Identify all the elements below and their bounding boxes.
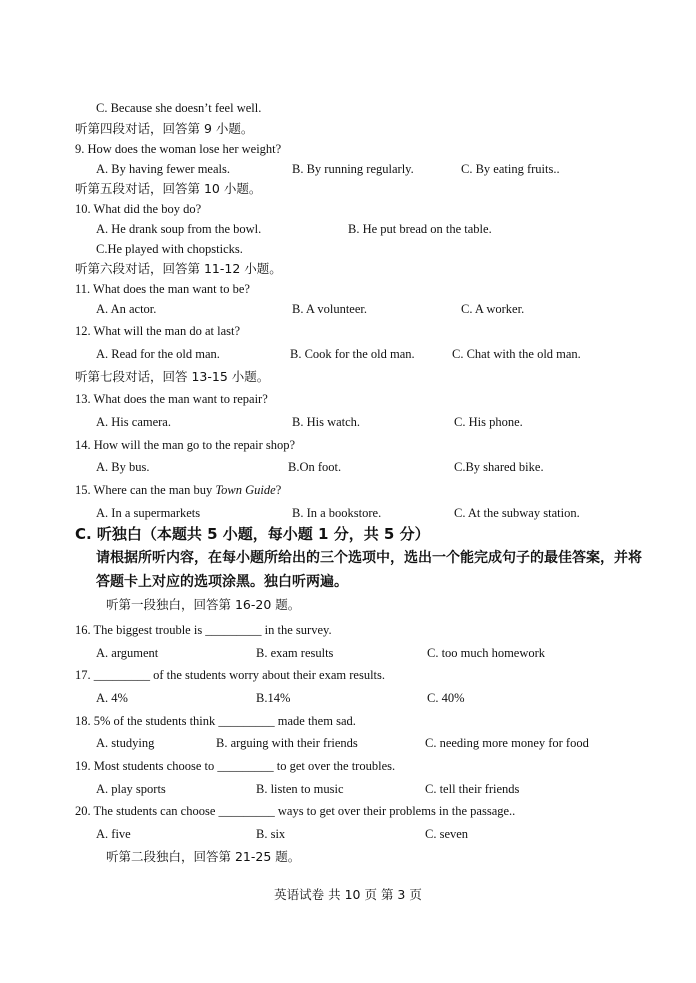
- q15-stem-text: 15. Where can the man buy: [75, 483, 216, 497]
- q15-stem: [75, 482, 281, 498]
- q14-stem: 14. How will the man go to the repair shop?: [75, 438, 296, 452]
- q9-option-c: C. By eating fruits..: [461, 162, 560, 176]
- q17-option-c: C. 40%: [427, 691, 465, 705]
- q13-stem: 13. What does the man want to repair?: [75, 392, 268, 406]
- q12-option-a: A. Read for the old man.: [96, 347, 220, 361]
- q20-option-b: B. six: [256, 827, 286, 841]
- dialogue-6-instruction: 听第六段对话，回答第 11-12 小题。: [75, 261, 282, 276]
- q16-option-b: B. exam results: [256, 646, 334, 660]
- q11-option-a: A. An actor.: [96, 302, 157, 316]
- q10-stem: 10. What did the boy do?: [75, 202, 202, 216]
- dialogue-4-instruction: 听第四段对话，回答第 9 小题。: [75, 121, 254, 136]
- section-c-instruction-line1: 请根据所听内容，在每小题所给出的三个选项中，选出一个能完成句子的最佳答案，并将: [96, 550, 642, 566]
- q10-option-a: A. He drank soup from the bowl.: [96, 222, 262, 236]
- q15-option-c: C. At the subway station.: [454, 506, 580, 520]
- q19-option-c: C. tell their friends: [425, 782, 520, 796]
- q17-option-a: A. 4%: [96, 691, 128, 705]
- q16-stem: 16. The biggest trouble is _________ in the survey.: [75, 623, 332, 637]
- q16-option-a: A. argument: [96, 646, 159, 660]
- q13-option-b: B. His watch.: [292, 415, 361, 429]
- q18-stem: 18. 5% of the students think _________ made them sad.: [75, 714, 356, 728]
- q13-option-a: A. His camera.: [96, 415, 171, 429]
- q20-stem: 20. The students can choose _________ ways to get over their problems in the passage..: [75, 804, 516, 818]
- q12-option-c: C. Chat with the old man.: [452, 347, 581, 361]
- q9-option-a: A. By having fewer meals.: [96, 162, 230, 176]
- q14-option-b: B.On foot.: [288, 460, 342, 474]
- q18-option-a: A. studying: [96, 736, 155, 750]
- q16-option-c: C. too much homework: [427, 646, 546, 660]
- section-c-title: C. 听独白（本题共 5 小题，每小题 1 分，共 5 分）: [75, 525, 430, 543]
- q15-stem-end: ?: [275, 483, 282, 497]
- q19-stem: 19. Most students choose to _________ to get over the troubles.: [75, 759, 396, 773]
- q10-option-b: B. He put bread on the table.: [348, 222, 492, 236]
- q11-option-c: C. A worker.: [461, 302, 525, 316]
- monologue-2-instruction: 听第二段独白，回答第 21-25 题。: [106, 849, 301, 864]
- q9-option-b: B. By running regularly.: [292, 162, 414, 176]
- q10-option-c: C.He played with chopsticks.: [96, 242, 243, 256]
- q15-option-b: B. In a bookstore.: [292, 506, 382, 520]
- q11-stem: 11. What does the man want to be?: [75, 282, 250, 296]
- q9-stem: 9. How does the woman lose her weight?: [75, 142, 282, 156]
- page-footer: 英语试卷 共 10 页 第 3 页: [274, 887, 422, 902]
- q20-option-a: A. five: [96, 827, 131, 841]
- dialogue-7-instruction: 听第七段对话，回答 13-15 小题。: [75, 369, 270, 384]
- q15-option-a: A. In a supermarkets: [96, 506, 201, 520]
- q12-option-b: B. Cook for the old man.: [290, 347, 415, 361]
- q12-stem: 12. What will the man do at last?: [75, 324, 241, 338]
- q18-option-c: C. needing more money for food: [425, 736, 589, 750]
- q13-option-c: C. His phone.: [454, 415, 523, 429]
- monologue-1-instruction: 听第一段独白，回答第 16-20 题。: [106, 597, 301, 612]
- q8-option-c: C. Because she doesn’t feel well.: [96, 101, 262, 115]
- q14-option-a: A. By bus.: [96, 460, 150, 474]
- section-c-instruction-line2: 答题卡上对应的选项涂黑。独白听两遍。: [96, 574, 348, 590]
- q19-option-a: A. play sports: [96, 782, 166, 796]
- dialogue-5-instruction: 听第五段对话，回答第 10 小题。: [75, 181, 262, 196]
- q17-stem: 17. _________ of the students worry about their exam results.: [75, 668, 386, 682]
- q14-option-c: C.By shared bike.: [454, 460, 544, 474]
- q17-option-b: B.14%: [256, 691, 291, 705]
- q18-option-b: B. arguing with their friends: [216, 736, 358, 750]
- q20-option-c: C. seven: [425, 827, 469, 841]
- q19-option-b: B. listen to music: [256, 782, 344, 796]
- q11-option-b: B. A volunteer.: [292, 302, 367, 316]
- q15-stem-title: Town Guide: [215, 483, 276, 497]
